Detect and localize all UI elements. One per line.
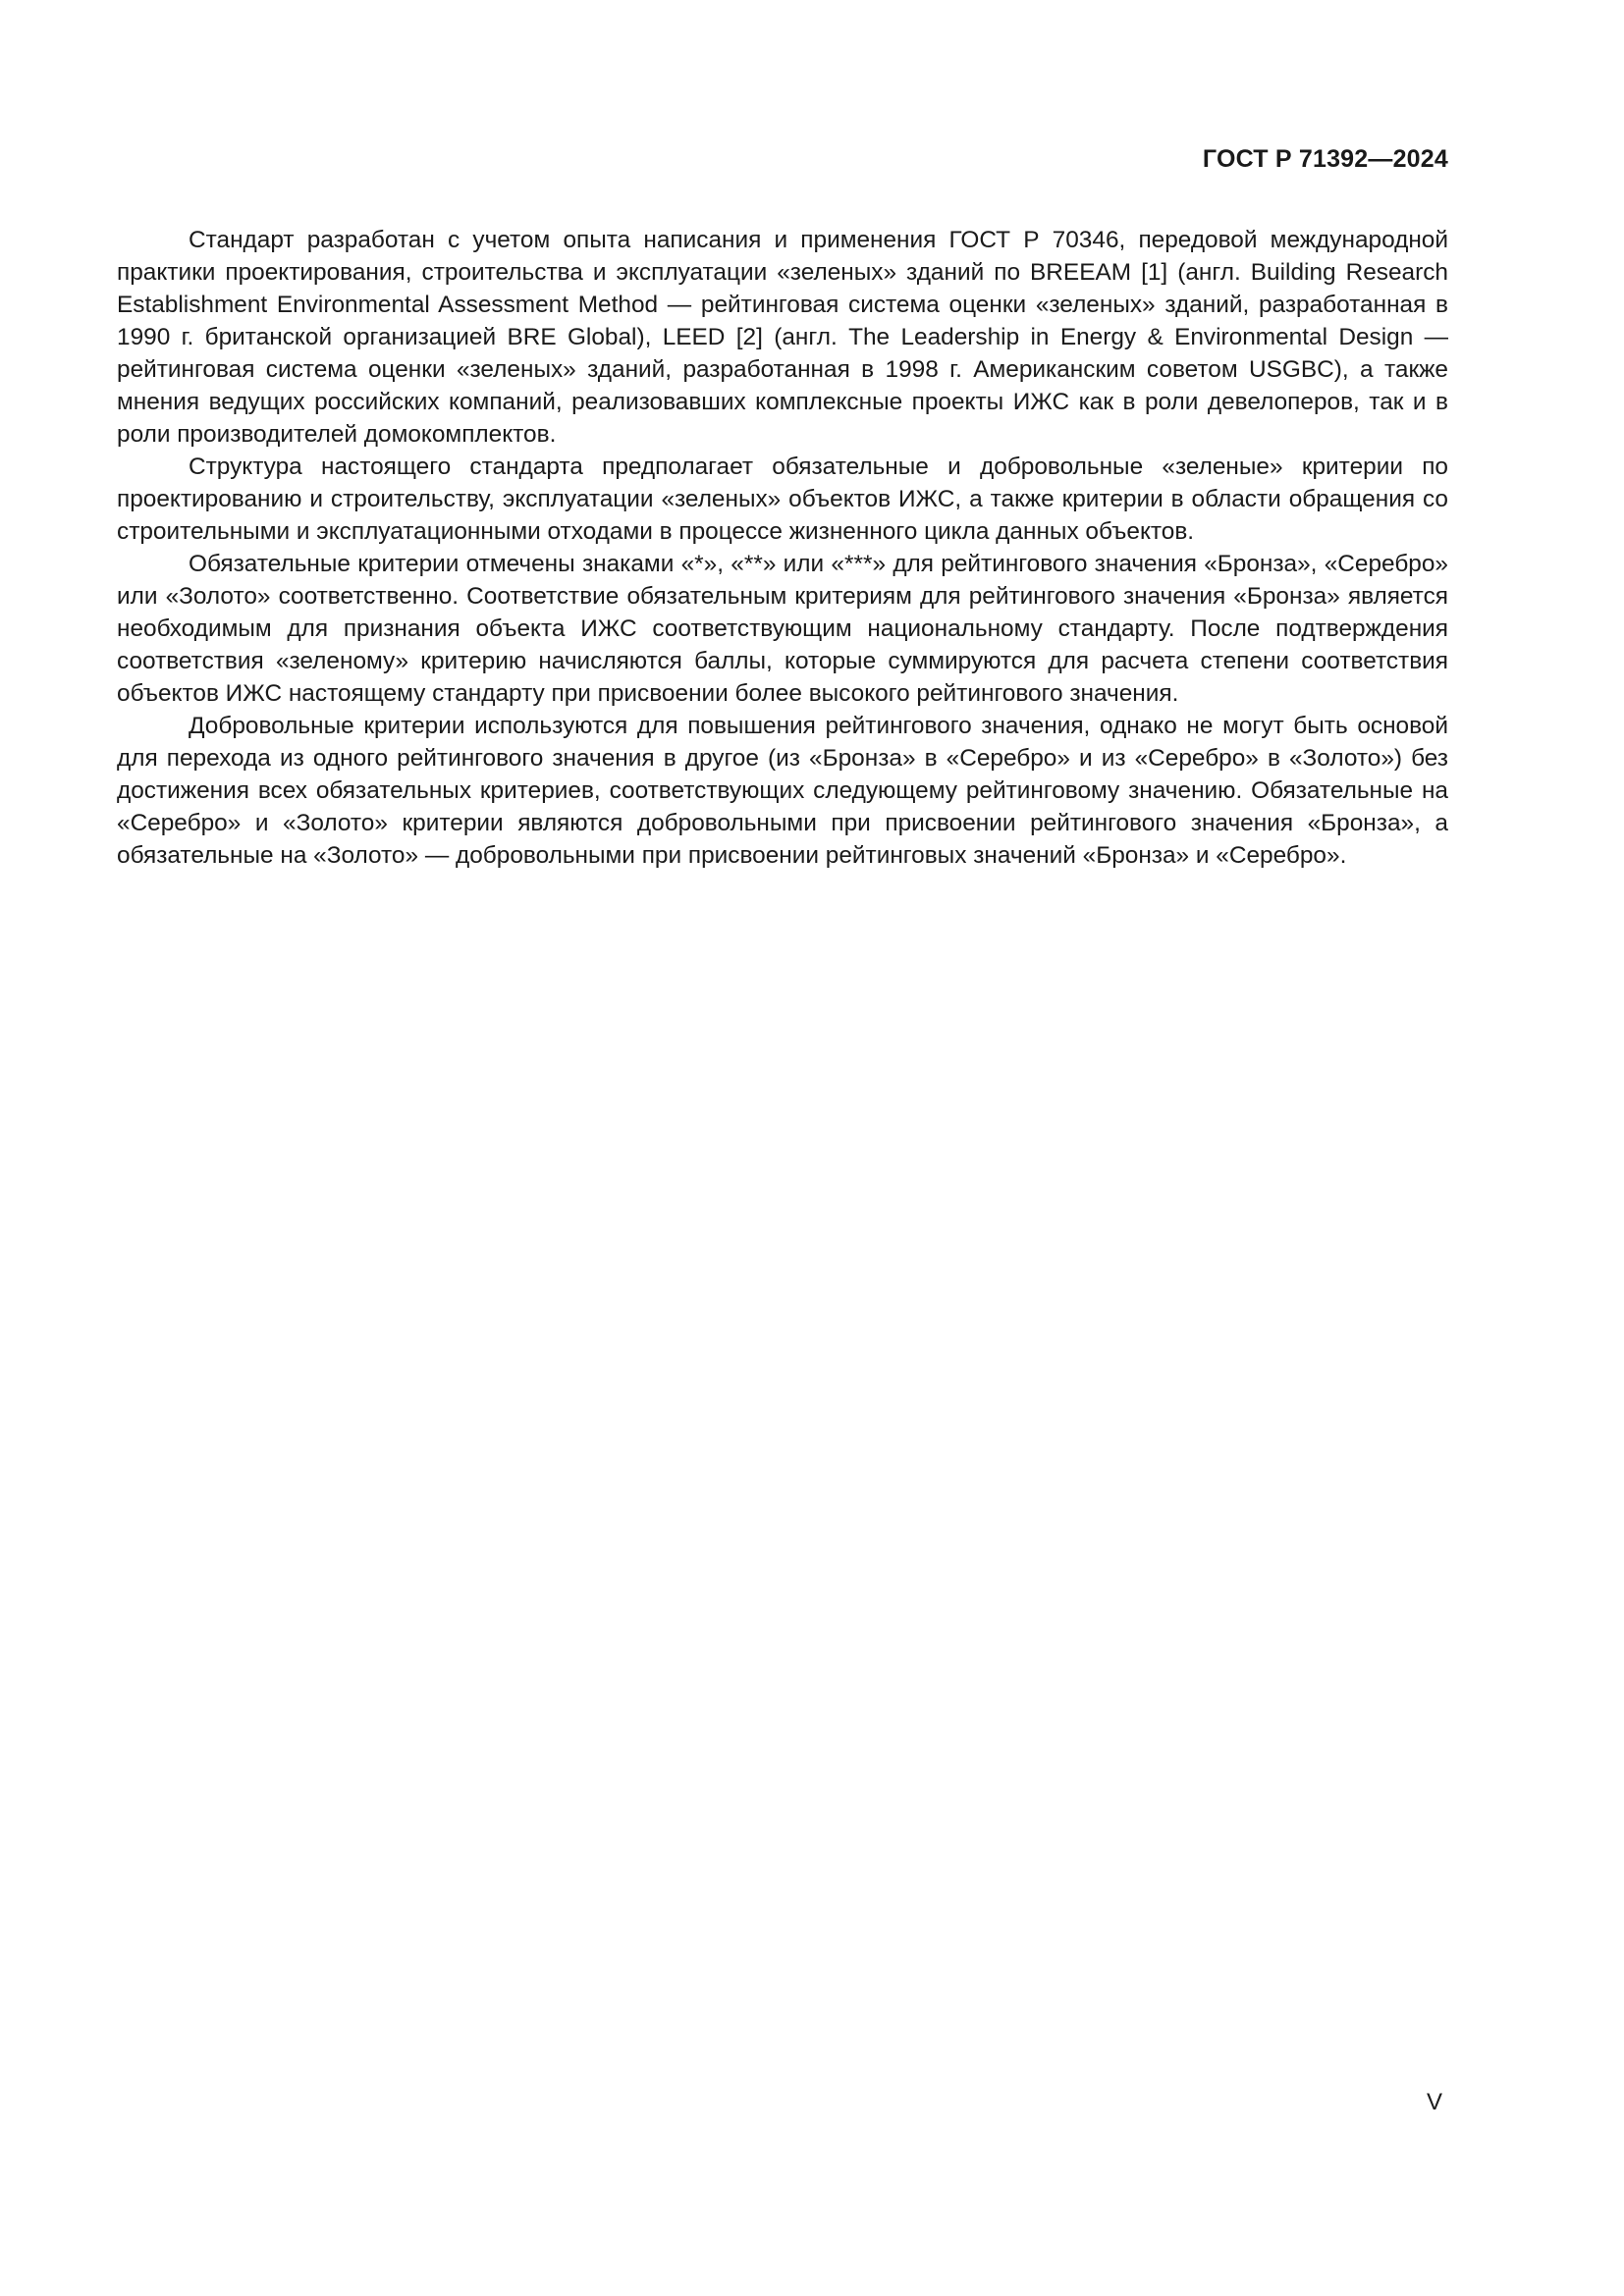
paragraph-3: Обязательные критерии отмечены знаками «*», «**» или «***» для рейтингового значения «Бронза», «Серебро» или «Золото» соответственно. Соответствие обязательным критериям для рейтингового значения «Бронза» является необходимым для признания объекта ИЖС соответствующим национальному стандарту. После подтверждения соответствия «зеленому» критерию начисляются баллы, которые суммируются для расчета степени соответствия объектов ИЖС настоящему стандарту при присвоении более высокого рейтингового значения.: [117, 551, 1448, 707]
body-text: [117, 224, 1448, 872]
paragraph-2: Структура настоящего стандарта предполагает обязательные и добровольные «зеленые» критерии по проектированию и строительству, эксплуатации «зеленых» объектов ИЖС, а также критерии в области обращения со строительными и эксплуатационными отходами в процессе жизненного цикла данных объектов.: [117, 454, 1448, 545]
paragraph-1: Стандарт разработан с учетом опыта написания и применения ГОСТ Р 70346, передовой международной практики проектирования, строительства и эксплуатации «зеленых» зданий по BREEAM [1] (англ. Building Research Establishment Environmental Assessment Method — рейтинговая система оценки «зеленых» зданий, разработанная в 1990 г. британской организацией BRE Global), LEED [2] (англ. The Leadership in Energy & Environmental Design — рейтинговая система оценки «зеленых» зданий, разработанная в 1998 г. Американским советом USGBC), а также мнения ведущих российских компаний, реализовавших комплексные проекты ИЖС как в роли девелоперов, так и в роли производителей домокомплектов.: [117, 227, 1448, 448]
paragraph-4: Добровольные критерии используются для повышения рейтингового значения, однако не могут быть основой для перехода из одного рейтингового значения в другое (из «Бронза» в «Серебро» и из «Серебро» в «Золото») без достижения всех обязательных критериев, соответствующих следующему рейтинговому значению. Обязательные на «Серебро» и «Золото» критерии являются добровольными при присвоении рейтингового значения «Бронза», а обязательные на «Золото» — добровольными при присвоении рейтинговых значений «Бронза» и «Серебро».: [117, 713, 1448, 869]
standard-designation: ГОСТ Р 71392—2024: [1202, 145, 1448, 173]
page-number: V: [1426, 2089, 1442, 2115]
